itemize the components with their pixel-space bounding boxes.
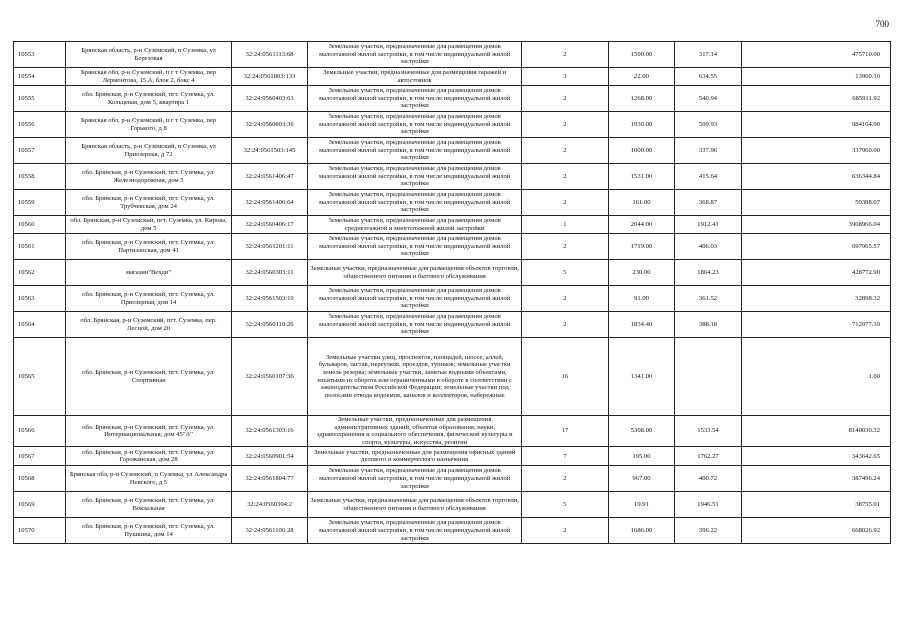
row-number-cell: 10556 xyxy=(14,112,66,138)
address-cell: обл. Брянская, р-н Суземский, пгт. Суземка, пер. Лесной, дом 20 xyxy=(66,312,231,338)
table-row xyxy=(14,112,891,138)
group-number-cell: 2 xyxy=(522,466,609,492)
cadastral-number-cell: 32:24:0560901:54 xyxy=(231,447,308,466)
area-cell: 1500.00 xyxy=(608,42,675,68)
area-cell: 967.00 xyxy=(608,466,675,492)
cadastral-value-cell: 387496.24 xyxy=(741,466,890,492)
land-use-cell: Земельные участки, предназначенные для размещения домов малоэтажной жилой застройки, в том числе индивидуальной жилой застройки xyxy=(308,518,522,544)
group-number-cell: 2 xyxy=(522,190,609,216)
table-row xyxy=(14,234,891,260)
cadastral-number-cell: 32:24:0560406:17 xyxy=(231,216,308,234)
cadastral-value-cell: 636344.84 xyxy=(741,164,890,190)
cadastral-number-cell: 32:24:0561803:133 xyxy=(231,68,308,86)
area-cell: 1686.00 xyxy=(608,518,675,544)
group-number-cell: 5 xyxy=(522,260,609,286)
address-cell: Брянская обл, р-н Суземский, п Суземка, ул Александра Невского, д 5 xyxy=(66,466,231,492)
cadastral-value-cell: 685911.92 xyxy=(741,86,890,112)
area-cell: 2044.00 xyxy=(608,216,675,234)
group-number-cell: 1 xyxy=(522,216,609,234)
land-use-cell: Земельные участки, предназначенные для размещения домов малоэтажной жилой застройки, в том числе индивидуальной жилой застройки xyxy=(308,286,522,312)
land-use-cell: Земельные участки, предназначенные для размещения домов малоэтажной жилой застройки, в том числе индивидуальной жилой застройки xyxy=(308,112,522,138)
specific-value-cell: 634.55 xyxy=(675,68,742,86)
table-row xyxy=(14,86,891,112)
area-cell: 1000.00 xyxy=(608,138,675,164)
table-row xyxy=(14,492,891,518)
cadastral-number-cell: 32:24:0560304:2 xyxy=(231,492,308,518)
specific-value-cell: 1533.54 xyxy=(675,416,742,447)
row-number-cell: 10561 xyxy=(14,234,66,260)
table-row xyxy=(14,260,891,286)
table-row xyxy=(14,447,891,466)
table-body xyxy=(14,42,891,544)
specific-value-cell: 1946.51 xyxy=(675,492,742,518)
address-cell: обл. Брянская, р-н Суземский, пгт. Суземка, ул. Вокзальная xyxy=(66,492,231,518)
land-use-cell: Земельные участки, предназначенные для размещения домов малоэтажной жилой застройки, в том числе индивидуальной жилой застройки xyxy=(308,42,522,68)
cadastral-value-cell: 3908966.04 xyxy=(741,216,890,234)
specific-value-cell: 400.72 xyxy=(675,466,742,492)
area-cell: 5308.00 xyxy=(608,416,675,447)
land-use-cell: Земельные участки, предназначенные для размещения домов малоэтажной жилой застройки, в том числе индивидуальной жилой застройки xyxy=(308,190,522,216)
cadastral-number-cell: 32:24:0561406:47 xyxy=(231,164,308,190)
group-number-cell: 7 xyxy=(522,447,609,466)
table-row xyxy=(14,416,891,447)
land-use-cell: Земельные участки, предназначенные для размещения домов малоэтажной жилой застройки, в том числе индивидуальной жилой застройки xyxy=(308,466,522,492)
group-number-cell: 2 xyxy=(522,286,609,312)
address-cell: обл. Брянская, р-н Суземский, пгт. Суземка, ул. Приозерная, дом 14 xyxy=(66,286,231,312)
address-cell: Брянская область, р-н Суземский, п Суземка, ул Березовая xyxy=(66,42,231,68)
group-number-cell: 3 xyxy=(522,68,609,86)
row-number-cell: 10567 xyxy=(14,447,66,466)
area-cell: 161.00 xyxy=(608,190,675,216)
area-cell: 230.00 xyxy=(608,260,675,286)
land-use-cell: Земельные участки улиц, проспектов, площадей, шоссе, аллей, бульваров, застав, переулков, проездов, тупиков; земельные участки земель резерва; земельные участки, занятые водными объектами, изъятыми из оборота или ограниченными в обороте в соответствии с законодательством Российской Федерации; земельные участки под полосами отвода водоемов, каналов и коллекторов, набережные xyxy=(308,338,522,416)
row-number-cell: 10570 xyxy=(14,518,66,544)
cadastral-value-cell: 712077.39 xyxy=(741,312,890,338)
table-row xyxy=(14,312,891,338)
address-cell: Брянская обл, р-н Суземский, п г т Суземка, пер Горького, д 8 xyxy=(66,112,231,138)
cadastral-number-cell: 32:24:0561503:19 xyxy=(231,286,308,312)
group-number-cell: 2 xyxy=(522,138,609,164)
cadastral-number-cell: 32:24:0560110:26 xyxy=(231,312,308,338)
group-number-cell: 2 xyxy=(522,312,609,338)
row-number-cell: 10553 xyxy=(14,42,66,68)
address-cell: обл. Брянская, р-н Суземский, пгт. Суземка, ул. Спортивная xyxy=(66,338,231,416)
group-number-cell: 2 xyxy=(522,42,609,68)
cadastral-value-table xyxy=(13,41,891,544)
cadastral-number-cell: 32:24:0560107:36 xyxy=(231,338,308,416)
table-row xyxy=(14,216,891,234)
group-number-cell: 2 xyxy=(522,164,609,190)
area-cell: 1834.40 xyxy=(608,312,675,338)
cadastral-number-cell: 32:24:0561113:68 xyxy=(231,42,308,68)
land-use-cell: Земельные участки, предназначенные для размещения домов малоэтажной жилой застройки, в том числе индивидуальной жилой застройки xyxy=(308,164,522,190)
cadastral-value-cell: 668026.92 xyxy=(741,518,890,544)
land-use-cell: Земельные участки, предназначенные для размещения домов малоэтажной жилой застройки, в том числе индивидуальной жилой застройки xyxy=(308,234,522,260)
area-cell: 22.00 xyxy=(608,68,675,86)
row-number-cell: 10569 xyxy=(14,492,66,518)
row-number-cell: 10559 xyxy=(14,190,66,216)
land-use-cell: Земельные участки, предназначенные для размещения административных зданий, объектов образования, науки, здравоохранения и социального обеспечения, физической культуры и спорта, культуры, искусства, религии xyxy=(308,416,522,447)
address-cell: Брянская обл, р-н Суземский, п г т Суземка, пер Лермонтова, 15 А, блок 2, бокс 4 xyxy=(66,68,231,86)
cadastral-number-cell: 32:24:0561804:77 xyxy=(231,466,308,492)
table-row xyxy=(14,138,891,164)
address-cell: обл. Брянская, р-н Суземский, пгт. Суземка, ул. Интернациональная, дом 45"А" xyxy=(66,416,231,447)
address-cell: обл. Брянская, р-н Суземский, пгт. Суземка, ул. Железнодорожная, дом 5 xyxy=(66,164,231,190)
row-number-cell: 10557 xyxy=(14,138,66,164)
specific-value-cell: 388.18 xyxy=(675,312,742,338)
specific-value-cell: 317.14 xyxy=(675,42,742,68)
land-use-cell: Земельные участки, предназначенные для размещения домов малоэтажной жилой застройки, в том числе индивидуальной жилой застройки xyxy=(308,312,522,338)
table-row xyxy=(14,42,891,68)
cadastral-value-cell: 8140030.32 xyxy=(741,416,890,447)
cadastral-number-cell: 32:24:0560303:11 xyxy=(231,260,308,286)
specific-value-cell: 1864.23 xyxy=(675,260,742,286)
cadastral-value-cell: 343642.65 xyxy=(741,447,890,466)
table-row xyxy=(14,466,891,492)
page-number: 700 xyxy=(875,19,889,29)
table-row xyxy=(14,518,891,544)
specific-value-cell: 337.96 xyxy=(675,138,742,164)
cadastral-value-cell: 13960.10 xyxy=(741,68,890,86)
row-number-cell: 10558 xyxy=(14,164,66,190)
cadastral-number-cell: 32:24:0560403:63 xyxy=(231,86,308,112)
area-cell: 19.91 xyxy=(608,492,675,518)
cadastral-value-cell: 38755.01 xyxy=(741,492,890,518)
land-use-cell: Земельные участки, предназначенные для размещения домов малоэтажной жилой застройки, в том числе индивидуальной жилой застройки xyxy=(308,86,522,112)
table-row xyxy=(14,164,891,190)
specific-value-cell: 509.93 xyxy=(675,112,742,138)
area-cell: 1719.00 xyxy=(608,234,675,260)
address-cell: обл. Брянская, р-н Суземский, пгт. Суземка, ул. Пушкина, дом 14 xyxy=(66,518,231,544)
group-number-cell: 2 xyxy=(522,518,609,544)
land-use-cell: Земельные участки, предназначенные для размещения домов малоэтажной жилой застройки, в том числе индивидуальной жилой застройки xyxy=(308,138,522,164)
land-use-cell: Земельные участки, предназначенные для размещения гаражей и автостоянок xyxy=(308,68,522,86)
specific-value-cell xyxy=(675,338,742,416)
specific-value-cell: 540.94 xyxy=(675,86,742,112)
cadastral-number-cell: 32:24:0561406:64 xyxy=(231,190,308,216)
specific-value-cell: 1762.27 xyxy=(675,447,742,466)
group-number-cell: 2 xyxy=(522,112,609,138)
cadastral-number-cell: 32:24:0561303:16 xyxy=(231,416,308,447)
table-row xyxy=(14,286,891,312)
land-use-cell: Земельные участки, предназначенные для размещения офисных зданий делового и коммерческого назначения xyxy=(308,447,522,466)
area-cell: 195.00 xyxy=(608,447,675,466)
cadastral-value-cell: 337960.00 xyxy=(741,138,890,164)
table-row xyxy=(14,68,891,86)
cadastral-value-cell: 984164.90 xyxy=(741,112,890,138)
address-cell: обл. Брянская, р-н Суземский, пгт. Суземка, ул. Кирова, дом 5 xyxy=(66,216,231,234)
group-number-cell: 17 xyxy=(522,416,609,447)
row-number-cell: 10562 xyxy=(14,260,66,286)
address-cell: обл. Брянская, р-н Суземский, пгт. Суземка, ул. Партизанская, дом 41 xyxy=(66,234,231,260)
specific-value-cell: 1912.41 xyxy=(675,216,742,234)
land-use-cell: Земельные участки, предназначенные для размещения объектов торговли, общественного питания и бытового обслуживания xyxy=(308,260,522,286)
address-cell: магазин"Вехди" xyxy=(66,260,231,286)
area-cell: 1341.00 xyxy=(608,338,675,416)
area-cell: 1531.00 xyxy=(608,164,675,190)
cadastral-value-cell: 1.00 xyxy=(741,338,890,416)
area-cell: 91.00 xyxy=(608,286,675,312)
cadastral-value-cell: 428772.90 xyxy=(741,260,890,286)
specific-value-cell: 415.64 xyxy=(675,164,742,190)
row-number-cell: 10564 xyxy=(14,312,66,338)
row-number-cell: 10566 xyxy=(14,416,66,447)
address-cell: Брянская область, р-н Суземский, п Суземка, ул Приозерная, д 72 xyxy=(66,138,231,164)
group-number-cell: 2 xyxy=(522,234,609,260)
specific-value-cell: 368.87 xyxy=(675,190,742,216)
group-number-cell: 16 xyxy=(522,338,609,416)
row-number-cell: 10554 xyxy=(14,68,66,86)
cadastral-number-cell: 32:24:0561106:28 xyxy=(231,518,308,544)
address-cell: обл. Брянская, р-н Суземский, пгт. Суземка, ул. Трубчевская, дом 24 xyxy=(66,190,231,216)
table-row xyxy=(14,338,891,416)
cadastral-value-cell: 475710.00 xyxy=(741,42,890,68)
row-number-cell: 10565 xyxy=(14,338,66,416)
cadastral-number-cell: 32:24:0561503:145 xyxy=(231,138,308,164)
address-cell: обл. Брянская, р-н Суземский, пгт. Суземка, ул. Горожанская, дом 28 xyxy=(66,447,231,466)
area-cell: 1930.00 xyxy=(608,112,675,138)
row-number-cell: 10563 xyxy=(14,286,66,312)
row-number-cell: 10568 xyxy=(14,466,66,492)
cadastral-number-cell: 32:24:0560803:36 xyxy=(231,112,308,138)
table-row xyxy=(14,190,891,216)
land-use-cell: Земельные участки, предназначенные для размещения домов среднеэтажной и многоэтажной жилой застройки xyxy=(308,216,522,234)
row-number-cell: 10555 xyxy=(14,86,66,112)
cadastral-value-cell: 59388.07 xyxy=(741,190,890,216)
area-cell: 1268.00 xyxy=(608,86,675,112)
specific-value-cell: 396.22 xyxy=(675,518,742,544)
address-cell: обл. Брянская, р-н Суземский, пгт. Суземка, ул. Кольцевая, дом 5, квартира 1 xyxy=(66,86,231,112)
cadastral-number-cell: 32:24:0561201:11 xyxy=(231,234,308,260)
specific-value-cell: 406.03 xyxy=(675,234,742,260)
group-number-cell: 2 xyxy=(522,86,609,112)
specific-value-cell: 361.52 xyxy=(675,286,742,312)
land-use-cell: Земельные участки, предназначенные для размещения объектов торговли, общественного питания и бытового обслуживания xyxy=(308,492,522,518)
group-number-cell: 5 xyxy=(522,492,609,518)
cadastral-value-cell: 697965.57 xyxy=(741,234,890,260)
cadastral-value-cell: 32898.32 xyxy=(741,286,890,312)
row-number-cell: 10560 xyxy=(14,216,66,234)
